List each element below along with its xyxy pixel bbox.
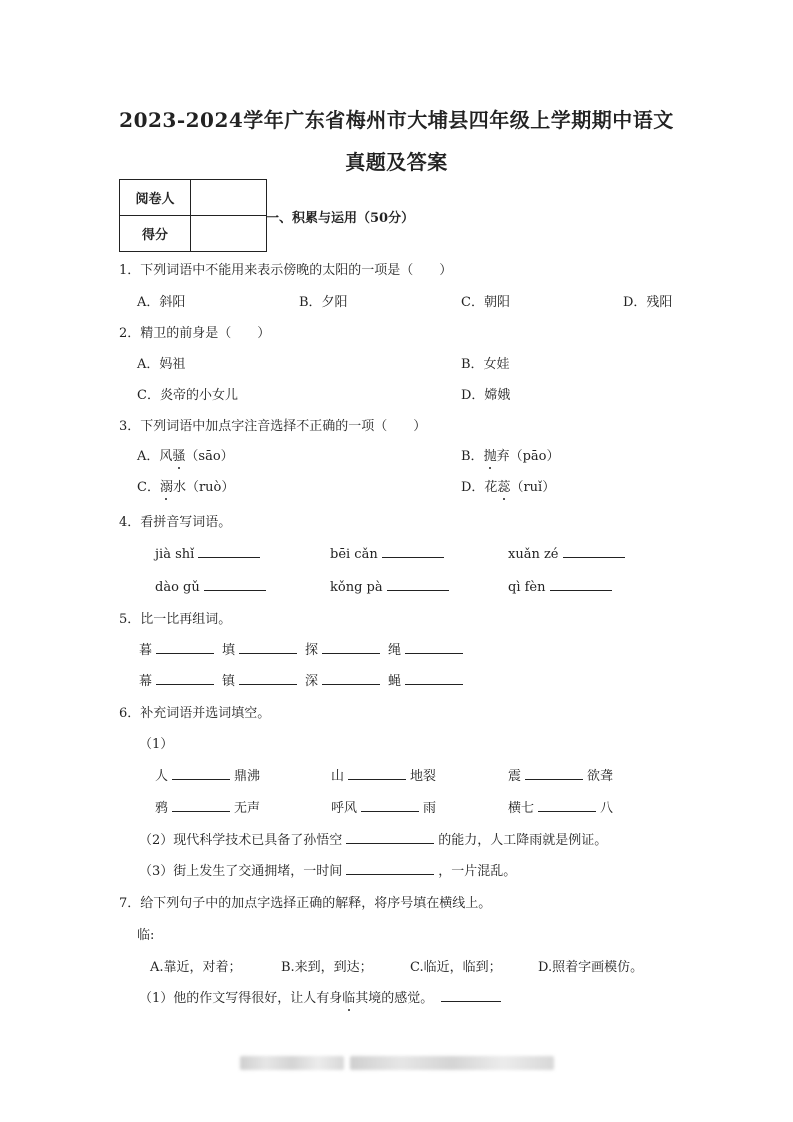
char: 探 [305,643,319,658]
q5-row-1 [139,639,467,658]
blurred-footer-left [240,1056,344,1070]
q7-option-c: C.临近，临到； [410,960,502,975]
score-cell [191,216,267,252]
score-table [119,179,267,252]
page-title-line2: 真题及答案 [345,150,448,174]
sentence-suffix: 的能力，人工降雨就是例证。 [438,833,608,848]
idiom-end: 地裂 [410,769,437,784]
grader-cell [191,180,267,216]
q7-target-char: 临: [137,928,155,943]
q3-b-suffix: 弃（pāo） [496,449,560,464]
q3-option-c [137,476,234,495]
char: 深 [305,674,319,689]
q6-idiom-5 [331,797,436,816]
q3-c-prefix: C． [137,480,160,495]
answer-blank[interactable] [550,576,612,591]
q6-idiom-4 [155,797,260,816]
char: 填 [222,643,236,658]
q3-d-prefix: D．花 [461,480,498,495]
question-3-stem: 3．下列词语中加点字注音选择不正确的一项（ ） [119,419,427,434]
answer-blank[interactable] [405,639,463,654]
question-2-stem: 2．精卫的前身是（ ） [119,326,271,341]
answer-blank[interactable] [172,765,230,780]
q1-option-c: C．朝阳 [461,295,510,310]
idiom-start: 鸦 [155,801,169,816]
answer-blank[interactable] [239,670,297,685]
q3-d-dotted-char: 蕊 [497,480,511,495]
sentence-suffix: 其境的感觉。 [355,991,434,1006]
answer-blank[interactable] [361,797,419,812]
q5-row-2 [139,670,467,689]
q6-sub-3 [139,860,516,879]
q3-c-suffix: 水（ruò） [172,480,235,495]
question-6-stem: 6．补充词语并选词填空。 [119,706,271,721]
idiom-start: 震 [508,769,522,784]
q4-item-1 [155,543,264,562]
q4-item-6 [508,576,616,595]
q1-option-b: B．夕阳 [299,295,348,310]
answer-blank[interactable] [348,765,406,780]
sentence-prefix: （1）他的作文写得很好，让人有身 [139,991,343,1006]
q3-option-d [461,476,555,495]
q2-option-c: C．炎帝的小女儿 [137,388,238,403]
q2-option-b: B．女娃 [461,357,510,372]
answer-blank[interactable] [346,829,434,844]
q7-option-d: D.照着字画模仿。 [538,960,644,975]
pinyin: dào gǔ [155,580,200,595]
q3-c-dotted-char: 溺 [159,480,173,495]
dotted-char: 临 [342,991,356,1006]
pinyin: jià shǐ [155,547,195,562]
q3-b-prefix: B． [461,449,484,464]
q7-option-b: B.来到，到达； [281,960,373,975]
sentence-prefix: （2）现代科学技术已具备了孙悟空 [139,833,343,848]
section-heading: 一、积累与运用（50分） [266,211,415,226]
q3-option-b [461,445,559,464]
q3-b-dotted-char: 抛 [483,449,497,464]
idiom-end: 鼎沸 [234,769,261,784]
q4-item-5 [330,576,453,595]
answer-blank[interactable] [382,543,444,558]
idiom-start: 山 [331,769,345,784]
q3-option-a [137,445,234,464]
answer-blank[interactable] [204,576,266,591]
page-title-line1: 2023-2024学年广东省梅州市大埔县四年级上学期期中语文 [119,108,674,132]
pinyin: xuǎn zé [508,547,559,562]
q6-idiom-1 [155,765,260,784]
grader-label: 阅卷人 [120,180,191,216]
answer-blank[interactable] [538,797,596,812]
q4-item-4 [155,576,270,595]
answer-blank[interactable] [156,639,214,654]
question-5-stem: 5．比一比再组词。 [119,612,232,627]
q1-option-d: D．残阳 [623,295,673,310]
sentence-suffix: ，一片混乱。 [438,864,517,879]
idiom-start: 人 [155,769,169,784]
answer-blank[interactable] [239,639,297,654]
char: 幕 [139,674,153,689]
question-4-stem: 4．看拼音写词语。 [119,515,232,530]
answer-blank[interactable] [198,543,260,558]
answer-blank[interactable] [405,670,463,685]
idiom-end: 八 [600,801,614,816]
answer-blank[interactable] [563,543,625,558]
q6-sub-1-label: （1） [139,737,174,752]
char: 暮 [139,643,153,658]
q4-item-3 [508,543,629,562]
sentence-prefix: （3）街上发生了交通拥堵，一时间 [139,864,343,879]
answer-blank[interactable] [322,670,380,685]
pinyin: kǒng pà [330,580,383,595]
char: 蝇 [388,674,402,689]
q1-option-a: A．斜阳 [137,295,186,310]
answer-blank[interactable] [322,639,380,654]
char: 绳 [388,643,402,658]
q3-a-prefix: A．风 [137,449,173,464]
idiom-start: 横七 [508,801,535,816]
q6-sub-2 [139,829,607,848]
q3-a-dotted-char: 骚 [172,449,186,464]
pinyin: qì fèn [508,580,546,595]
answer-blank[interactable] [525,765,583,780]
q7-sub-1 [139,987,505,1006]
answer-blank[interactable] [387,576,449,591]
idiom-start: 呼风 [331,801,358,816]
q3-a-suffix: （sāo） [185,449,234,464]
answer-blank[interactable] [156,670,214,685]
q6-idiom-2 [331,765,436,784]
answer-blank[interactable] [346,860,434,875]
q2-option-d: D．嫦娥 [461,388,511,403]
q2-option-a: A．妈祖 [137,357,186,372]
answer-blank[interactable] [172,797,230,812]
blurred-footer-right [350,1056,554,1070]
q6-idiom-6 [508,797,613,816]
q3-d-suffix: （ruǐ） [510,480,556,495]
q6-idiom-3 [508,765,613,784]
q4-item-2 [330,543,448,562]
q7-option-a: A.靠近，对着； [150,960,242,975]
question-7-stem: 7．给下列句子中的加点字选择正确的解释，将序号填在横线上。 [119,896,492,911]
char: 镇 [222,674,236,689]
pinyin: bēi cǎn [330,547,378,562]
question-1-stem: 1．下列词语中不能用来表示傍晚的太阳的一项是（ ） [119,263,453,278]
score-label: 得分 [120,216,191,252]
idiom-end: 欲聋 [587,769,614,784]
idiom-end: 无声 [234,801,261,816]
idiom-end: 雨 [423,801,437,816]
answer-blank[interactable] [441,987,501,1002]
